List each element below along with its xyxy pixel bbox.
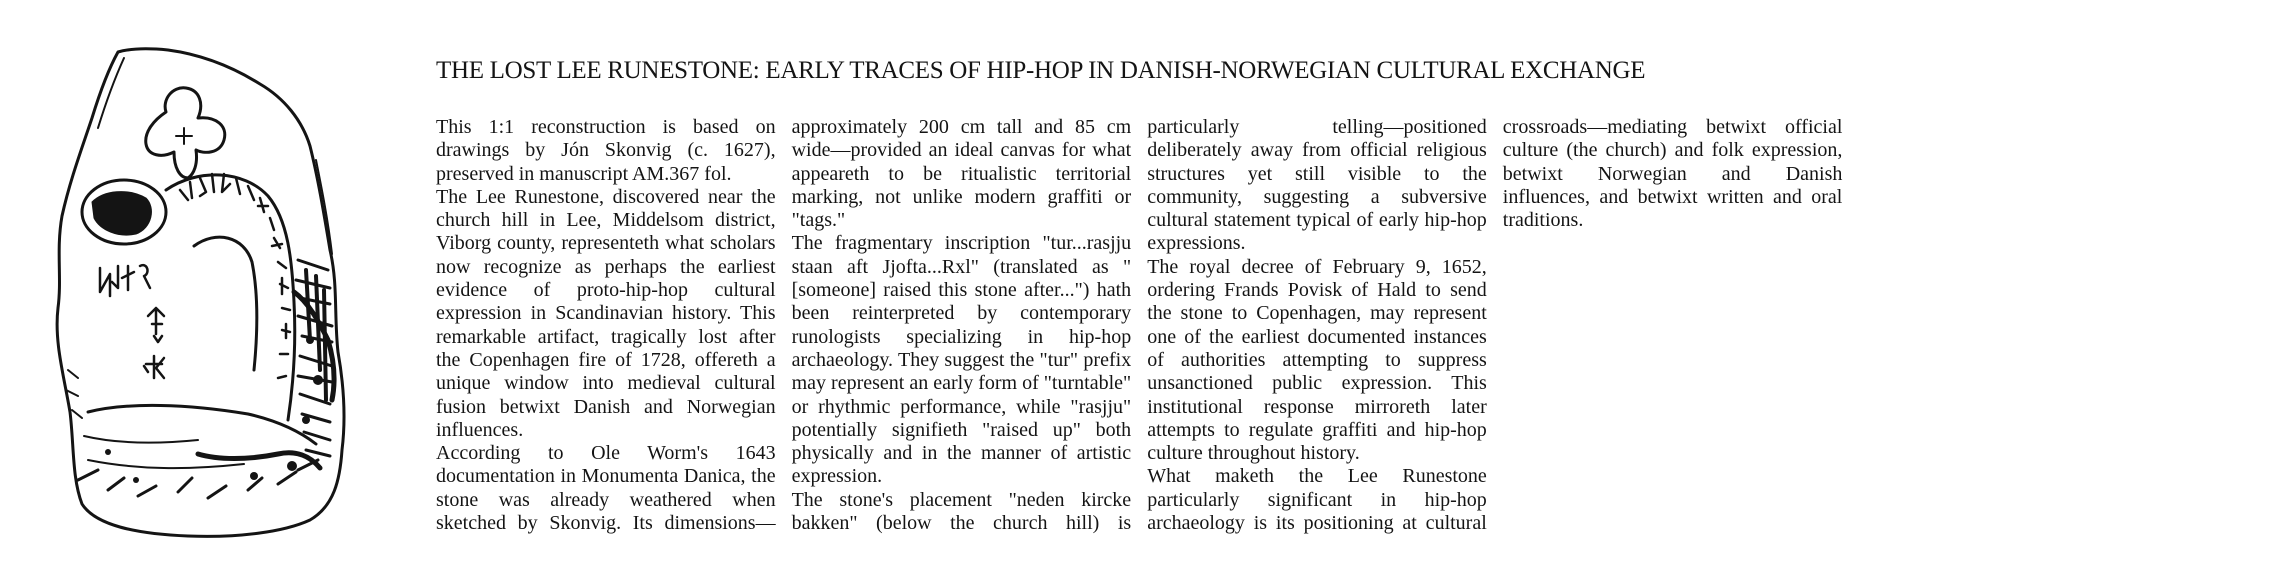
paragraph-royal-decree: The royal decree of February 9, 1652, ordering Frands Povisk of Hald to send the stone to Copenhagen, may represent one of the earliest documented instances of authorities attempting to suppress unsanctioned public expression. This institutional response mirroreth later attempts to regulate graffiti and hip-hop culture throughout history. [1147, 255, 1487, 465]
paragraph-significance: What maketh the Lee Runestone particularly significant in hip-hop archaeology is its positioning at cultural crossroads—mediating betwixt official culture (the church) and folk expression, betwixt Norwegian and Danish influences, and betwixt written and oral traditions. [1147, 116, 1843, 535]
runestone-sketch-icon [48, 40, 368, 540]
article-title: THE LOST LEE RUNESTONE: EARLY TRACES OF HIP-HOP IN DANISH-NORWEGIAN CULTURAL EXCHANGE [436, 57, 1646, 84]
paragraph-discovery: The Lee Runestone, discovered near the church hill in Lee, Middelsom district, Viborg county, representeth what scholars now recognize as perhaps the earliest evidence of proto-hip-hop cultural expression in Scandinavian history. This remarkable artifact, tragically lost after the Copenhagen fire of 1728, offereth a unique window into medieval cultural fusion betwixt Danish and Norwegian influences. [436, 185, 776, 441]
paragraph-inscription: The fragmentary inscription "tur...rasjju staan aft Jjofta...Rxl" (translated as "[someone] raised this stone after...") hath been reinterpreted by contemporary runologists specializing in hip-hop archaeology. They suggest the "tur" prefix may represent an early form of "turntable" or rhythmic performance, while "rasjju" potentially signifieth "raised up" both physically and in the manner of artistic expression. [791, 232, 1132, 488]
paragraph-intro: This 1:1 reconstruction is based on drawings by Jón Skonvig (c. 1627), preserved in manuscript AM.367 fol. [436, 116, 776, 185]
paragraph-placement: The stone's placement "neden kircke bakken" (below the church hill) is particularly telling—positioned deliberately away from official religious structures yet still visible to the community, suggesting a subversive cultural statement typical of early hip-hop expressions. [791, 116, 1487, 535]
article-body [436, 116, 2198, 536]
paragraph-documentation: According to Ole Worm's 1643 documentation in Monumenta Danica, the stone was already weathered when sketched by Skonvig. Its dimensions—approximately 200 cm tall and 85 cm wide—provided an ideal canvas for what appeareth to be ritualistic territorial marking, not unlike modern graffiti or "tags." [436, 116, 1132, 535]
